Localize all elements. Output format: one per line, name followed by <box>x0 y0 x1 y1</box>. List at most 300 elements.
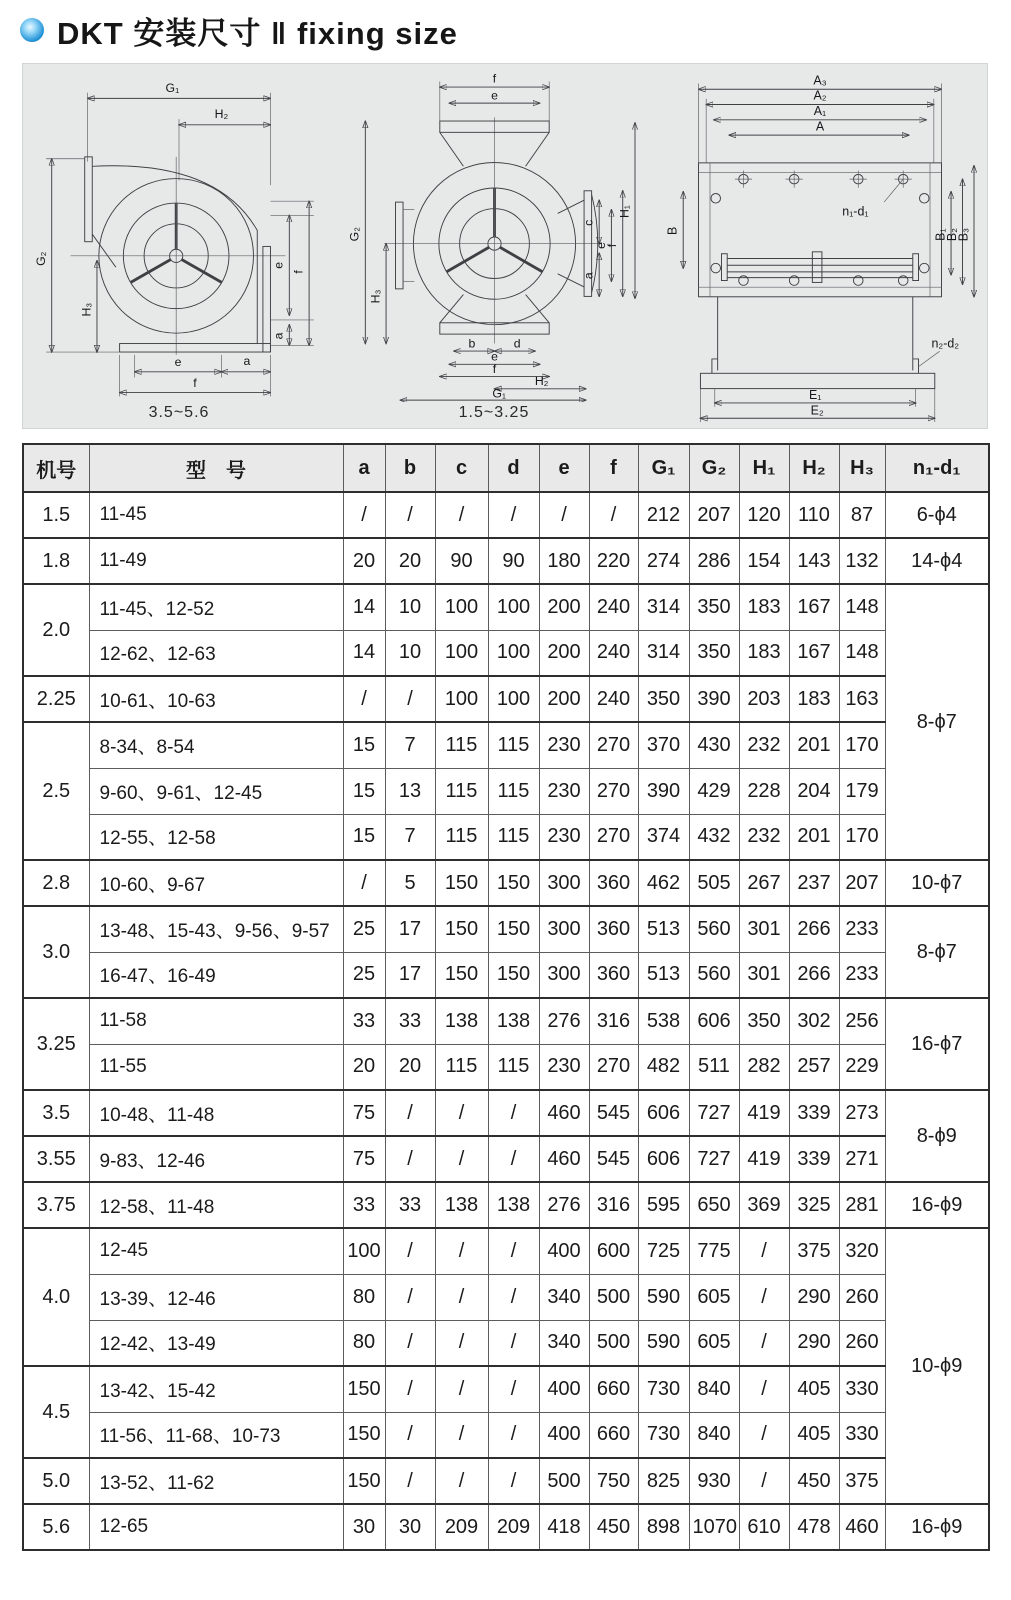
cell-bolt-holes: 14-ϕ4 <box>885 538 989 584</box>
cell-dimension: 538 <box>638 998 689 1044</box>
cell-dimension: 276 <box>539 1182 589 1228</box>
cell-dimension: 267 <box>739 860 789 906</box>
bullet-icon <box>20 18 44 42</box>
cell-dimension: 610 <box>739 1504 789 1550</box>
column-header-13: n₁-d₁ <box>885 444 989 492</box>
svg-text:e: e <box>490 349 498 364</box>
cell-dimension: 115 <box>488 722 539 768</box>
cell-dimension: 33 <box>385 1182 435 1228</box>
cell-dimension: 80 <box>343 1274 385 1320</box>
cell-dimension: 233 <box>839 906 885 952</box>
svg-text:E₂: E₂ <box>810 403 824 418</box>
cell-dimension: 360 <box>589 860 638 906</box>
cell-dimension: 87 <box>839 492 885 538</box>
cell-dimension: 150 <box>488 860 539 906</box>
cell-model: 11-55 <box>89 1044 343 1090</box>
cell-dimension: 270 <box>589 722 638 768</box>
table-row <box>23 768 989 814</box>
cell-dimension: 115 <box>435 1044 488 1090</box>
cell-fan-size: 4.0 <box>23 1228 89 1366</box>
cell-model: 9-60、9-61、12-45 <box>89 768 343 814</box>
cell-dimension: 138 <box>488 998 539 1044</box>
cell-dimension: 100 <box>435 584 488 630</box>
cell-dimension: 240 <box>589 676 638 722</box>
cell-dimension: 390 <box>689 676 739 722</box>
fan-front-view-diagram <box>342 72 647 402</box>
cell-dimension: 148 <box>839 630 885 676</box>
svg-text:a: a <box>581 272 596 280</box>
column-header-10: H₁ <box>739 444 789 492</box>
cell-dimension: 370 <box>638 722 689 768</box>
header-row <box>23 444 989 492</box>
cell-dimension: 375 <box>839 1458 885 1504</box>
cell-dimension: / <box>739 1274 789 1320</box>
cell-dimension: 727 <box>689 1090 739 1136</box>
cell-dimension: 179 <box>839 768 885 814</box>
cell-dimension: 606 <box>638 1090 689 1136</box>
table-row <box>23 860 989 906</box>
cell-dimension: 201 <box>789 722 839 768</box>
cell-dimension: 513 <box>638 906 689 952</box>
cell-dimension: 339 <box>789 1136 839 1182</box>
cell-dimension: 180 <box>539 538 589 584</box>
column-header-6: e <box>539 444 589 492</box>
cell-dimension: 500 <box>589 1320 638 1366</box>
cell-dimension: 419 <box>739 1136 789 1182</box>
diagram-panel <box>22 63 988 429</box>
cell-dimension: 150 <box>435 860 488 906</box>
cell-model: 11-56、11-68、10-73 <box>89 1412 343 1458</box>
cell-dimension: 605 <box>689 1320 739 1366</box>
cell-dimension: 590 <box>638 1320 689 1366</box>
table-row <box>23 1504 989 1550</box>
cell-dimension: 400 <box>539 1412 589 1458</box>
page-title: DKT 安装尺寸 ‖ fixing size <box>57 15 458 51</box>
cell-dimension: 418 <box>539 1504 589 1550</box>
cell-dimension: 100 <box>435 676 488 722</box>
column-header-1: 型 号 <box>89 444 343 492</box>
cell-dimension: 286 <box>689 538 739 584</box>
cell-dimension: 232 <box>739 814 789 860</box>
cell-bolt-holes: 16-ϕ9 <box>885 1182 989 1228</box>
cell-dimension: 600 <box>589 1228 638 1274</box>
cell-dimension: / <box>435 1090 488 1136</box>
figure-caption-middle: 1.5~3.25 <box>458 404 530 421</box>
cell-dimension: 230 <box>539 814 589 860</box>
table-row <box>23 1090 989 1136</box>
cell-dimension: 33 <box>385 998 435 1044</box>
cell-dimension: 450 <box>589 1504 638 1550</box>
cell-model: 12-45 <box>89 1228 343 1274</box>
cell-dimension: 350 <box>739 998 789 1044</box>
svg-text:e: e <box>490 88 498 103</box>
cell-dimension: 340 <box>539 1320 589 1366</box>
cell-dimension: 20 <box>343 538 385 584</box>
cell-model: 13-48、15-43、9-56、9-57 <box>89 906 343 952</box>
cell-dimension: / <box>739 1412 789 1458</box>
cell-dimension: 132 <box>839 538 885 584</box>
cell-dimension: 207 <box>839 860 885 906</box>
cell-dimension: / <box>739 1366 789 1412</box>
cell-bolt-holes: 10-ϕ7 <box>885 860 989 906</box>
cell-dimension: 825 <box>638 1458 689 1504</box>
cell-model: 11-45 <box>89 492 343 538</box>
cell-dimension: / <box>539 492 589 538</box>
cell-fan-size: 3.25 <box>23 998 89 1090</box>
cell-dimension: / <box>385 676 435 722</box>
cell-dimension: 290 <box>789 1274 839 1320</box>
cell-dimension: 320 <box>839 1228 885 1274</box>
cell-dimension: 200 <box>539 630 589 676</box>
page-title-row <box>0 0 1011 51</box>
cell-dimension: 360 <box>589 952 638 998</box>
cell-dimension: / <box>385 1412 435 1458</box>
cell-dimension: 350 <box>638 676 689 722</box>
cell-dimension: 203 <box>739 676 789 722</box>
column-header-0: 机号 <box>23 444 89 492</box>
cell-dimension: 100 <box>488 676 539 722</box>
cell-dimension: / <box>435 1274 488 1320</box>
svg-text:f: f <box>492 72 496 86</box>
svg-text:f: f <box>492 361 496 376</box>
cell-dimension: 270 <box>589 1044 638 1090</box>
cell-dimension: 266 <box>789 906 839 952</box>
cell-model: 13-42、15-42 <box>89 1366 343 1412</box>
table-body <box>23 492 989 1550</box>
cell-dimension: 115 <box>435 768 488 814</box>
svg-text:e: e <box>271 261 286 269</box>
figure-caption-left: 3.5~5.6 <box>148 404 210 421</box>
cell-dimension: 256 <box>839 998 885 1044</box>
svg-text:B₂: B₂ <box>944 228 959 242</box>
cell-dimension: 605 <box>689 1274 739 1320</box>
table-row <box>23 814 989 860</box>
cell-dimension: 325 <box>789 1182 839 1228</box>
cell-dimension: 400 <box>539 1228 589 1274</box>
cell-dimension: 163 <box>839 676 885 722</box>
cell-dimension: 260 <box>839 1274 885 1320</box>
cell-dimension: 115 <box>488 1044 539 1090</box>
cell-dimension: / <box>385 1458 435 1504</box>
svg-text:a: a <box>271 332 286 340</box>
cell-model: 10-48、11-48 <box>89 1090 343 1136</box>
cell-fan-size: 5.6 <box>23 1504 89 1550</box>
flange-base-diagram <box>659 72 981 424</box>
cell-dimension: 100 <box>435 630 488 676</box>
svg-text:e: e <box>174 355 182 370</box>
cell-bolt-holes: 6-ϕ4 <box>885 492 989 538</box>
column-header-12: H₃ <box>839 444 885 492</box>
cell-dimension: 282 <box>739 1044 789 1090</box>
svg-text:G₁: G₁ <box>491 386 506 401</box>
cell-bolt-holes: 8-ϕ9 <box>885 1090 989 1182</box>
cell-dimension: 237 <box>789 860 839 906</box>
column-header-2: a <box>343 444 385 492</box>
cell-dimension: / <box>488 1412 539 1458</box>
cell-dimension: / <box>435 1412 488 1458</box>
table-row <box>23 1412 989 1458</box>
cell-dimension: / <box>488 1366 539 1412</box>
cell-dimension: 200 <box>539 584 589 630</box>
cell-dimension: 15 <box>343 814 385 860</box>
cell-dimension: 390 <box>638 768 689 814</box>
svg-text:H₂: H₂ <box>534 374 548 389</box>
cell-dimension: 450 <box>789 1458 839 1504</box>
cell-dimension: / <box>589 492 638 538</box>
cell-dimension: 148 <box>839 584 885 630</box>
figure-flange-view <box>659 72 981 424</box>
cell-dimension: 350 <box>689 630 739 676</box>
svg-text:d: d <box>513 336 521 351</box>
cell-dimension: / <box>435 1136 488 1182</box>
cell-dimension: / <box>739 1228 789 1274</box>
table-row <box>23 676 989 722</box>
cell-fan-size: 2.8 <box>23 860 89 906</box>
cell-dimension: 730 <box>638 1366 689 1412</box>
cell-fan-size: 2.0 <box>23 584 89 676</box>
svg-text:G₂: G₂ <box>347 227 362 242</box>
cell-dimension: 660 <box>589 1366 638 1412</box>
cell-model: 12-55、12-58 <box>89 814 343 860</box>
svg-text:f: f <box>604 243 619 248</box>
cell-dimension: 360 <box>589 906 638 952</box>
cell-dimension: 500 <box>539 1458 589 1504</box>
cell-dimension: 432 <box>689 814 739 860</box>
cell-model: 12-58、11-48 <box>89 1182 343 1228</box>
svg-text:H₂: H₂ <box>214 107 229 122</box>
cell-dimension: 606 <box>638 1136 689 1182</box>
column-header-3: b <box>385 444 435 492</box>
cell-dimension: 33 <box>343 1182 385 1228</box>
cell-dimension: 405 <box>789 1412 839 1458</box>
cell-dimension: 209 <box>488 1504 539 1550</box>
cell-dimension: 560 <box>689 906 739 952</box>
cell-dimension: 276 <box>539 998 589 1044</box>
cell-dimension: 100 <box>488 630 539 676</box>
cell-model: 8-34、8-54 <box>89 722 343 768</box>
table-row <box>23 492 989 538</box>
cell-dimension: 14 <box>343 584 385 630</box>
cell-dimension: 500 <box>589 1274 638 1320</box>
cell-dimension: 220 <box>589 538 638 584</box>
table-row <box>23 1274 989 1320</box>
cell-dimension: / <box>488 1274 539 1320</box>
cell-dimension: 369 <box>739 1182 789 1228</box>
cell-dimension: 167 <box>789 630 839 676</box>
cell-dimension: 606 <box>689 998 739 1044</box>
table-row <box>23 584 989 630</box>
svg-text:b: b <box>467 336 475 351</box>
cell-model: 16-47、16-49 <box>89 952 343 998</box>
cell-dimension: 115 <box>435 814 488 860</box>
cell-dimension: 25 <box>343 952 385 998</box>
cell-model: 11-45、12-52 <box>89 584 343 630</box>
cell-dimension: 1070 <box>689 1504 739 1550</box>
svg-text:n₁-d₁: n₁-d₁ <box>842 204 869 219</box>
cell-dimension: 727 <box>689 1136 739 1182</box>
cell-dimension: / <box>488 1458 539 1504</box>
cell-dimension: 775 <box>689 1228 739 1274</box>
cell-dimension: 201 <box>789 814 839 860</box>
cell-dimension: 230 <box>539 768 589 814</box>
cell-dimension: 150 <box>488 906 539 952</box>
cell-dimension: 650 <box>689 1182 739 1228</box>
column-header-5: d <box>488 444 539 492</box>
cell-bolt-holes: 10-ϕ9 <box>885 1228 989 1504</box>
svg-text:f: f <box>291 270 306 274</box>
cell-dimension: 930 <box>689 1458 739 1504</box>
cell-dimension: 228 <box>739 768 789 814</box>
svg-text:B₁: B₁ <box>933 228 948 241</box>
cell-dimension: 281 <box>839 1182 885 1228</box>
cell-dimension: 80 <box>343 1320 385 1366</box>
table-row <box>23 1182 989 1228</box>
cell-dimension: 120 <box>739 492 789 538</box>
cell-dimension: 14 <box>343 630 385 676</box>
cell-dimension: 233 <box>839 952 885 998</box>
fan-side-view-diagram <box>29 72 329 402</box>
cell-dimension: / <box>488 1136 539 1182</box>
cell-dimension: 15 <box>343 768 385 814</box>
cell-fan-size: 1.5 <box>23 492 89 538</box>
cell-dimension: 301 <box>739 952 789 998</box>
column-header-7: f <box>589 444 638 492</box>
table-row <box>23 998 989 1044</box>
cell-dimension: / <box>385 1228 435 1274</box>
fixing-size-table <box>22 443 990 1551</box>
cell-dimension: 300 <box>539 860 589 906</box>
table-row <box>23 1044 989 1090</box>
cell-dimension: 240 <box>589 584 638 630</box>
cell-dimension: 257 <box>789 1044 839 1090</box>
cell-dimension: 302 <box>789 998 839 1044</box>
cell-dimension: 340 <box>539 1274 589 1320</box>
cell-dimension: / <box>435 1228 488 1274</box>
cell-bolt-holes: 16-ϕ7 <box>885 998 989 1090</box>
cell-fan-size: 2.25 <box>23 676 89 722</box>
cell-bolt-holes: 16-ϕ9 <box>885 1504 989 1550</box>
cell-dimension: / <box>488 1228 539 1274</box>
cell-dimension: 374 <box>638 814 689 860</box>
cell-fan-size: 3.75 <box>23 1182 89 1228</box>
svg-text:n₂-d₂: n₂-d₂ <box>931 336 960 351</box>
table-row <box>23 1458 989 1504</box>
cell-dimension: 419 <box>739 1090 789 1136</box>
cell-fan-size: 1.8 <box>23 538 89 584</box>
cell-dimension: 100 <box>343 1228 385 1274</box>
svg-text:e: e <box>593 242 608 249</box>
cell-dimension: 300 <box>539 906 589 952</box>
cell-dimension: / <box>435 1320 488 1366</box>
cell-dimension: 13 <box>385 768 435 814</box>
cell-dimension: 660 <box>589 1412 638 1458</box>
cell-dimension: 730 <box>638 1412 689 1458</box>
cell-dimension: 10 <box>385 630 435 676</box>
svg-text:H₁: H₁ <box>616 205 631 219</box>
cell-dimension: 75 <box>343 1136 385 1182</box>
table-row <box>23 906 989 952</box>
cell-dimension: 513 <box>638 952 689 998</box>
cell-dimension: 150 <box>343 1412 385 1458</box>
cell-dimension: 350 <box>689 584 739 630</box>
cell-dimension: 183 <box>789 676 839 722</box>
cell-dimension: 405 <box>789 1366 839 1412</box>
cell-dimension: 725 <box>638 1228 689 1274</box>
cell-dimension: 316 <box>589 998 638 1044</box>
column-header-4: c <box>435 444 488 492</box>
cell-model: 13-39、12-46 <box>89 1274 343 1320</box>
cell-dimension: 316 <box>589 1182 638 1228</box>
cell-dimension: 430 <box>689 722 739 768</box>
cell-dimension: 183 <box>739 630 789 676</box>
cell-model: 12-65 <box>89 1504 343 1550</box>
cell-dimension: / <box>488 492 539 538</box>
cell-dimension: 290 <box>789 1320 839 1366</box>
cell-dimension: 314 <box>638 630 689 676</box>
cell-dimension: 138 <box>488 1182 539 1228</box>
cell-dimension: 138 <box>435 998 488 1044</box>
column-header-11: H₂ <box>789 444 839 492</box>
cell-fan-size: 3.5 <box>23 1090 89 1136</box>
cell-dimension: 230 <box>539 722 589 768</box>
cell-dimension: 150 <box>435 906 488 952</box>
cell-dimension: 143 <box>789 538 839 584</box>
cell-dimension: 167 <box>789 584 839 630</box>
cell-fan-size: 5.0 <box>23 1458 89 1504</box>
cell-dimension: / <box>385 492 435 538</box>
cell-dimension: 17 <box>385 952 435 998</box>
cell-dimension: 7 <box>385 722 435 768</box>
cell-dimension: 545 <box>589 1136 638 1182</box>
cell-dimension: 17 <box>385 906 435 952</box>
cell-dimension: 150 <box>343 1366 385 1412</box>
table-head <box>23 444 989 492</box>
cell-dimension: 7 <box>385 814 435 860</box>
cell-dimension: 33 <box>343 998 385 1044</box>
cell-dimension: 25 <box>343 906 385 952</box>
cell-dimension: 209 <box>435 1504 488 1550</box>
svg-text:E₁: E₁ <box>808 388 822 403</box>
cell-model: 11-58 <box>89 998 343 1044</box>
svg-text:A₃: A₃ <box>813 73 827 88</box>
cell-dimension: / <box>343 676 385 722</box>
cell-fan-size: 3.0 <box>23 906 89 998</box>
cell-dimension: 460 <box>539 1136 589 1182</box>
cell-fan-size: 2.5 <box>23 722 89 860</box>
cell-dimension: / <box>435 492 488 538</box>
cell-dimension: 511 <box>689 1044 739 1090</box>
cell-dimension: 266 <box>789 952 839 998</box>
cell-bolt-holes: 8-ϕ7 <box>885 906 989 998</box>
cell-dimension: 20 <box>385 538 435 584</box>
table-row <box>23 1136 989 1182</box>
cell-dimension: 150 <box>488 952 539 998</box>
cell-dimension: 271 <box>839 1136 885 1182</box>
table-row <box>23 1366 989 1412</box>
cell-dimension: 274 <box>638 538 689 584</box>
table-row <box>23 952 989 998</box>
cell-fan-size: 4.5 <box>23 1366 89 1458</box>
cell-bolt-holes: 8-ϕ7 <box>885 584 989 860</box>
svg-text:H₃: H₃ <box>79 302 94 317</box>
cell-dimension: 898 <box>638 1504 689 1550</box>
svg-text:f: f <box>193 375 197 390</box>
cell-dimension: 330 <box>839 1366 885 1412</box>
cell-dimension: 240 <box>589 630 638 676</box>
cell-dimension: 750 <box>589 1458 638 1504</box>
cell-dimension: 590 <box>638 1274 689 1320</box>
cell-dimension: 138 <box>435 1182 488 1228</box>
